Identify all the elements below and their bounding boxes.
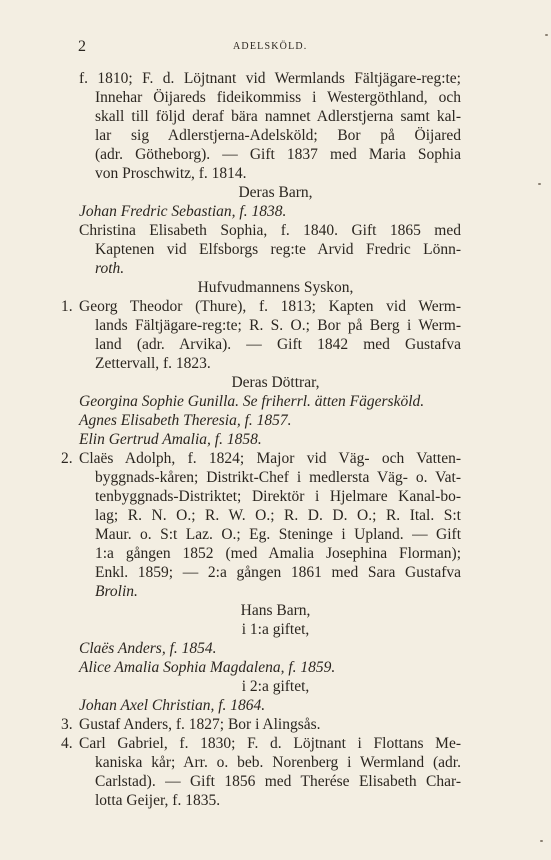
text-line: tenbyggnads-Distriktet; Direktör i Hjelmare Kanal-bo- (95, 488, 461, 505)
page-number: 2 (78, 38, 86, 55)
text-line: f. 1810; F. d. Löjtnant vid Wermlands Fältjägare-reg:te; (79, 70, 461, 87)
text-line: lag; R. N. O.; R. W. O.; R. D. D. O.; R. Ital. S:t (95, 507, 461, 524)
paper-speck (540, 840, 543, 842)
text-line: Gustaf Anders, f. 1827; Bor i Alingsås. (79, 716, 321, 733)
text-line: lar sig Adlerstjerna-Adelsköld; Bor på Öijared (95, 127, 461, 144)
text-line: Claës Adolph, f. 1824; Major vid Väg- och Vatten- (79, 450, 461, 467)
text-line: roth. (95, 260, 125, 277)
text-line: Zettervall, f. 1823. (95, 355, 211, 372)
text-line: Georg Theodor (Thure), f. 1813; Kapten vid Werm- (79, 298, 461, 315)
text-line: Georgina Sophie Gunilla. Se friherrl. ätten Fägersköld. (79, 393, 425, 410)
text-line: Johan Fredric Sebastian, f. 1838. (79, 203, 287, 220)
text-line: 1:a gången 1852 (med Amalia Josephina Florman); (95, 545, 461, 562)
text-line: Johan Axel Christian, f. 1864. (79, 697, 266, 714)
section-heading: Deras Döttrar, (231, 374, 320, 391)
section-heading: Hufvudmannens Syskon, (197, 279, 354, 296)
entry-number: 2. (61, 450, 73, 467)
text-line: Christina Elisabeth Sophia, f. 1840. Gift 1865 med (79, 222, 461, 239)
text-line: Enkl. 1859; — 2:a gången 1861 med Sara Gustafva (95, 564, 461, 581)
text-line: lotta Geijer, f. 1835. (95, 792, 221, 809)
section-heading: Hans Barn, (240, 602, 311, 619)
text-line: skall till följd deraf bära namnet Adlerstjerna samt kal- (95, 108, 461, 125)
text-line: land (adr. Arvika). — Gift 1842 med Gustafva (95, 336, 461, 353)
page-header (0, 38, 551, 58)
entry-number: 1. (61, 298, 73, 315)
paper-speck (538, 183, 541, 185)
text-line: Carlstad). — Gift 1856 med Therése Elisabeth Char- (95, 773, 461, 790)
paper-speck (545, 34, 548, 36)
text-line: (adr. Götheborg). — Gift 1837 med Maria Sophia (95, 146, 461, 163)
text-line: Brolin. (95, 583, 138, 600)
text-line: lands Fältjägare-reg:te; R. S. O.; Bor på Berg i Werm- (95, 317, 461, 334)
section-heading: i 2:a giftet, (241, 678, 310, 695)
section-heading: i 1:a giftet, (241, 621, 310, 638)
text-line: von Proschwitz, f. 1814. (95, 165, 247, 182)
text-line: Kaptenen vid Elfsborgs reg:te Arvid Fredric Lönn- (95, 241, 461, 258)
entry-number: 4. (61, 735, 73, 752)
text-line: Carl Gabriel, f. 1830; F. d. Löjtnant i Flottans Me- (79, 735, 461, 752)
text-line: Claës Anders, f. 1854. (79, 640, 217, 657)
text-line: byggnads-kåren; Distrikt-Chef i medlersta Väg- o. Vat- (95, 469, 461, 486)
section-heading: Deras Barn, (238, 184, 313, 201)
running-head: ADELSKÖLD. (233, 41, 308, 52)
text-line: Innehar Öijareds fideikommiss i Westergöthland, och (95, 89, 461, 106)
text-line: Maur. o. S:t Laz. O.; Eg. Steninge i Upland. — Gift (95, 526, 461, 543)
text-line: Elin Gertrud Amalia, f. 1858. (79, 431, 262, 448)
text-line: Alice Amalia Sophia Magdalena, f. 1859. (79, 659, 336, 676)
text-line: Agnes Elisabeth Theresia, f. 1857. (79, 412, 292, 429)
text-line: kaniska kår; Arr. o. beb. Norenberg i Wermland (adr. (95, 754, 461, 771)
entry-number: 3. (61, 716, 73, 733)
